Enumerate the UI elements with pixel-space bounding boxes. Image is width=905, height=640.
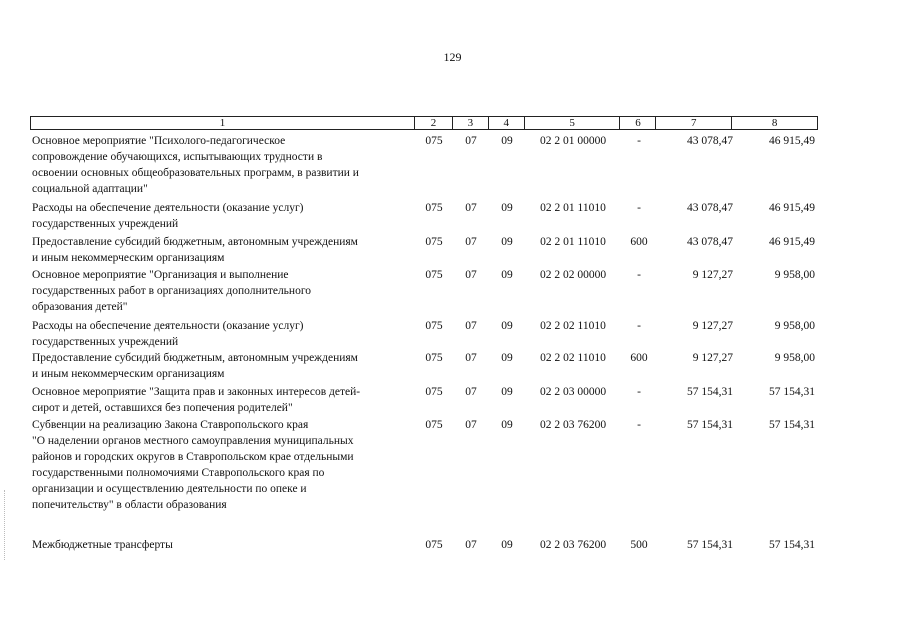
row-col-3: 07 (465, 269, 477, 281)
row-col-6: - (637, 320, 641, 332)
row-col-4: 09 (501, 539, 513, 551)
row-col-3: 07 (465, 236, 477, 248)
row-col-6: - (637, 419, 641, 431)
row-name: Предоставление субсидий бюджетным, автономным учреждениям и иным некоммерческим организациям (32, 352, 358, 380)
row-col-2: 075 (425, 386, 443, 398)
row-col-5: 02 2 01 11010 (540, 202, 606, 214)
row-col-4: 09 (501, 419, 513, 431)
row-name: Расходы на обеспечение деятельности (оказание услуг) государственных учреждений (32, 202, 304, 230)
row-col-7: 43 078,47 (687, 135, 733, 147)
row-name: Межбюджетные трансферты (32, 539, 173, 551)
row-name: Предоставление субсидий бюджетным, автономным учреждениям и иным некоммерческим организациям (32, 236, 358, 264)
row-col-3: 07 (465, 386, 477, 398)
row-col-6: - (637, 135, 641, 147)
row-col-5: 02 2 02 11010 (540, 352, 606, 364)
row-col-2: 075 (425, 269, 443, 281)
row-col-4: 09 (501, 202, 513, 214)
row-col-5: 02 2 03 00000 (539, 386, 607, 398)
row-col-3: 07 (465, 352, 477, 364)
row-col-8: 9 958,00 (774, 320, 815, 332)
row-col-4: 09 (501, 269, 513, 281)
row-col-4: 09 (501, 352, 513, 364)
row-col-2: 075 (425, 539, 443, 551)
row-col-7: 9 127,27 (692, 352, 733, 364)
row-col-4: 09 (501, 236, 513, 248)
row-col-8: 46 915,49 (769, 135, 815, 147)
row-name: Основное мероприятие "Психолого-педагогическое сопровождение обучающихся, испытывающих трудности в освоении основных общеобразовательных программ, в развитии и социальной адаптации" (32, 135, 359, 195)
row-col-5: 02 2 02 11010 (540, 320, 606, 332)
row-col-4: 09 (501, 386, 513, 398)
row-col-3: 07 (465, 539, 477, 551)
row-col-6: 600 (630, 352, 648, 364)
row-col-8: 46 915,49 (769, 236, 815, 248)
row-col-2: 075 (425, 419, 443, 431)
row-col-6: - (637, 202, 641, 214)
header-col-1: 1 (31, 117, 415, 129)
row-col-2: 075 (425, 352, 443, 364)
row-col-7: 57 154,31 (687, 539, 733, 551)
row-col-2: 075 (425, 320, 443, 332)
row-col-2: 075 (425, 236, 443, 248)
row-col-3: 07 (465, 135, 477, 147)
row-col-5: 02 2 03 76200 (539, 419, 607, 431)
row-col-8: 57 154,31 (769, 539, 815, 551)
header-col-2: 2 (415, 117, 453, 129)
row-col-2: 075 (425, 202, 443, 214)
page-number: 129 (443, 50, 462, 64)
row-col-4: 09 (501, 320, 513, 332)
header-col-3: 3 (453, 117, 489, 129)
row-name: Субвенции на реализацию Закона Ставропольского края "О наделении органов местного самоуправления муниципальных районов и городских округов в Ставропольском крае отдельными государственными полномочиями Ставропольского края по организации и осуществлению деятельности по опеке и попечительству" в области образования (32, 419, 354, 511)
header-col-6: 6 (620, 117, 656, 129)
row-col-5: 02 2 03 76200 (539, 539, 607, 551)
row-col-8: 9 958,00 (774, 269, 815, 281)
row-col-6: - (637, 386, 641, 398)
row-col-3: 07 (465, 202, 477, 214)
header-col-7: 7 (656, 117, 732, 129)
row-col-8: 46 915,49 (769, 202, 815, 214)
row-col-6: 600 (630, 236, 648, 248)
header-col-4: 4 (489, 117, 525, 129)
row-col-5: 02 2 01 00000 (539, 135, 607, 147)
row-col-8: 57 154,31 (769, 386, 815, 398)
row-col-4: 09 (501, 135, 513, 147)
row-col-7: 9 127,27 (692, 320, 733, 332)
row-col-5: 02 2 01 11010 (540, 236, 606, 248)
scan-margin-mark (4, 490, 7, 560)
row-col-7: 57 154,31 (687, 419, 733, 431)
row-col-8: 9 958,00 (774, 352, 815, 364)
row-col-7: 57 154,31 (687, 386, 733, 398)
row-col-7: 43 078,47 (687, 236, 733, 248)
row-col-7: 9 127,27 (692, 269, 733, 281)
row-col-3: 07 (465, 320, 477, 332)
row-name: Основное мероприятие "Защита прав и законных интересов детей- сирот и детей, оставшихся без попечения родителей" (32, 386, 361, 414)
row-name: Основное мероприятие "Организация и выполнение государственных работ в организациях дополнительного образования детей" (32, 269, 312, 313)
row-col-5: 02 2 02 00000 (539, 269, 607, 281)
row-col-6: 500 (630, 539, 648, 551)
row-col-8: 57 154,31 (769, 419, 815, 431)
row-col-2: 075 (425, 135, 443, 147)
row-name: Расходы на обеспечение деятельности (оказание услуг) государственных учреждений (32, 320, 304, 348)
row-col-7: 43 078,47 (687, 202, 733, 214)
header-col-8: 8 (771, 117, 778, 129)
row-col-6: - (637, 269, 641, 281)
header-col-5: 5 (525, 117, 621, 129)
row-col-3: 07 (465, 419, 477, 431)
